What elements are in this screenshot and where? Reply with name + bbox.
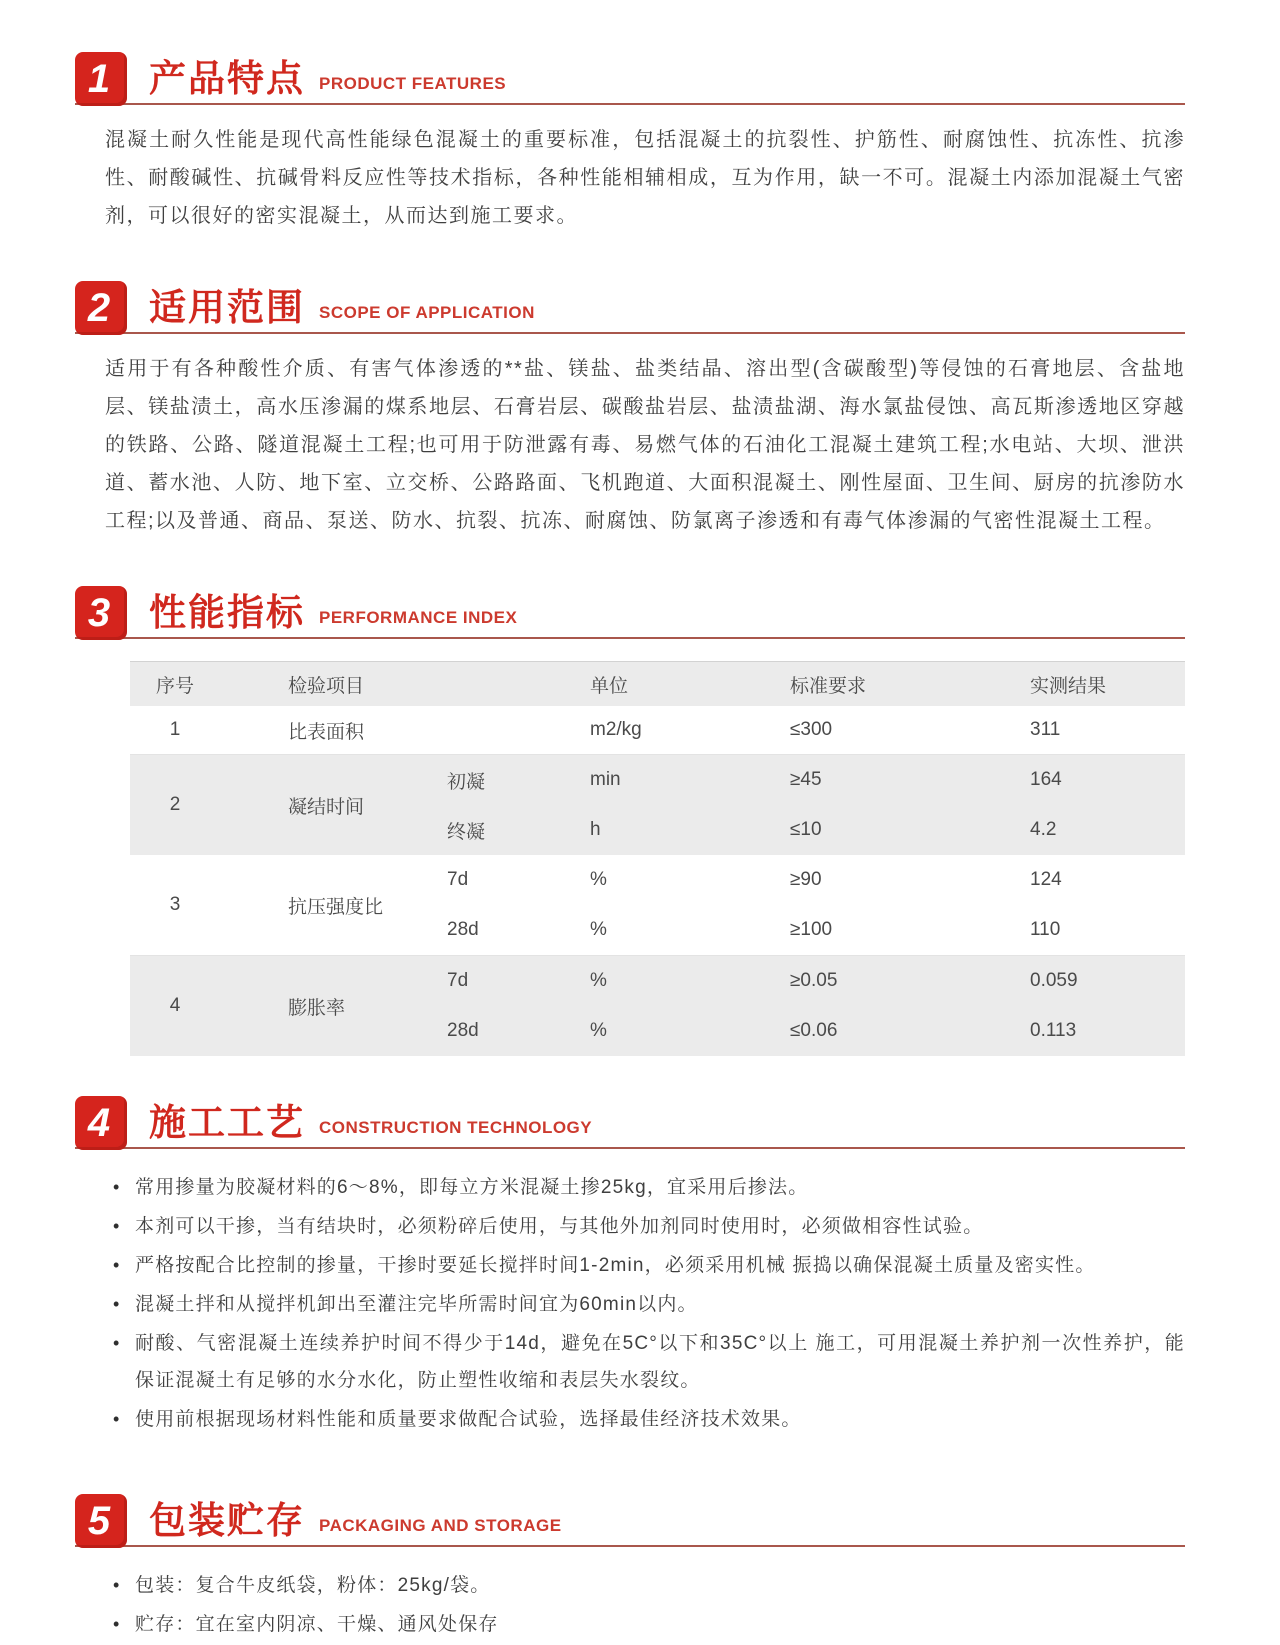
section-title: 适用范围 [149,287,305,328]
cell-result: 110 [1030,919,1061,940]
section-number-badge [75,1494,127,1548]
bullet-dot: • [113,1255,121,1275]
cell-result: 4.2 [1030,819,1057,840]
bullet-dot: • [113,1333,121,1353]
section-performance-index [75,586,1185,1056]
cell-no: 2 [169,794,181,815]
section-number-badge [75,281,127,335]
subrow [435,755,1185,805]
section-title: 施工工艺 [149,1102,305,1143]
subrow [435,855,1185,905]
cell-sub-item: 初凝 [447,771,486,793]
table-body [130,706,1185,1056]
cell-requirement: ≥0.05 [790,970,838,991]
subrows [435,855,1185,955]
section-packaging-and-storage [75,1494,1185,1643]
bullet-text: 耐酸、气密混凝土连续养护时间不得少于14d，避免在5C°以下和35C°以上 施工，可用混凝土养护剂一次性养护，能保证混凝土有足够的水分水化，防止塑性收缩和表层失水裂纹。 [135,1333,1185,1391]
table-row [130,755,1185,855]
table-row [130,706,1185,755]
section-number: 5 [87,1499,111,1543]
section-subtitle: PERFORMANCE INDEX [319,608,518,627]
subrow [435,805,1185,855]
cell-requirement: ≤10 [790,819,822,840]
section-number-badge [75,1096,127,1150]
header-cell-requirement: 标准要求 [790,675,867,697]
section-title: 性能指标 [149,592,305,633]
bullet-dot: • [113,1614,121,1634]
section-subtitle: PACKAGING AND STORAGE [319,1516,562,1535]
bullet-item [113,1567,1185,1604]
bullet-dot: • [113,1409,121,1429]
table-row [130,956,1185,1056]
bullet-item [113,1325,1185,1399]
section-number: 4 [87,1101,111,1145]
cell-result: 124 [1030,869,1062,890]
cell-unit: % [590,869,607,890]
bullet-text: 本剂可以干掺，当有结块时，必须粉碎后使用，与其他外加剂同时使用时，必须做相容性试验。 [135,1216,984,1237]
cell-no: 3 [169,894,181,915]
bullet-text: 贮存：宜在室内阴凉、干燥、通风处保存 [135,1614,499,1635]
cell-requirement: ≤300 [790,719,833,740]
cell-requirement: ≥100 [790,919,833,940]
bullet-list [113,1169,1185,1438]
subrow [435,706,1185,754]
bullet-item [113,1286,1185,1323]
section-header [75,1096,1185,1149]
table-row [130,855,1185,956]
performance-table [130,661,1185,1056]
bullet-text: 严格按配合比控制的掺量，干掺时要延长搅拌时间1-2min，必须采用机械 振捣以确保混凝土质量及密实性。 [135,1255,1096,1276]
header-cell-no: 序号 [155,675,194,697]
header-cell-item: 检验项目 [288,675,365,697]
bullet-item [113,1606,1185,1643]
section-title: 包装贮存 [149,1500,305,1541]
bullet-list [113,1567,1185,1643]
bullet-text: 混凝土拌和从搅拌机卸出至灌注完毕所需时间宜为60min以内。 [135,1294,698,1315]
cell-requirement: ≥45 [790,769,822,790]
cell-item: 膨胀率 [288,997,346,1019]
section-product-features [75,52,1185,235]
section-construction-technology [75,1096,1185,1438]
cell-sub-item: 7d [447,869,469,890]
cell-requirement: ≥90 [790,869,822,890]
bullet-text: 常用掺量为胶凝材料的6～8%，即每立方米混凝土掺25kg，宜采用后掺法。 [135,1177,809,1198]
header-cell-unit: 单位 [590,675,629,697]
subrows [435,755,1185,855]
bullet-dot: • [113,1216,121,1236]
subrows [435,956,1185,1056]
section-number: 3 [87,591,111,635]
cell-unit: h [590,819,601,840]
cell-sub-item: 28d [447,919,479,940]
section-number-badge [75,586,127,640]
bullet-item [113,1247,1185,1284]
section-subtitle: SCOPE OF APPLICATION [319,303,535,322]
cell-unit: min [590,769,621,790]
bullet-item [113,1208,1185,1245]
header-cell-result: 实测结果 [1030,675,1107,697]
bullet-dot: • [113,1575,121,1595]
cell-sub-item: 7d [447,970,469,991]
bullet-dot: • [113,1294,121,1314]
bullet-text: 使用前根据现场材料性能和质量要求做配合试验，选择最佳经济技术效果。 [135,1409,802,1430]
section-paragraph: 适用于有各种酸性介质、有害气体渗透的**盐、镁盐、盐类结晶、溶出型(含碳酸型)等侵蚀的石膏地层、含盐地层、镁盐渍土，高水压渗漏的煤系地层、石膏岩层、碳酸盐岩层、盐渍盐湖、海水氯盐侵蚀、高瓦斯渗透地区穿越的铁路、公路、隧道混凝土工程;也可用于防泄露有毒、易燃气体的石油化工混凝土建筑工程;水电站、大坝、泄洪道、蓄水池、人防、地下室、立交桥、公路路面、飞机跑道、大面积混凝土、刚性屋面、卫生间、厨房的抗渗防水工程;以及普通、商品、泵送、防水、抗裂、抗冻、耐腐蚀、防氯离子渗透和有毒气体渗漏的气密性混凝土工程。 [105,358,1185,532]
product-datasheet-page [75,0,1185,1643]
section-number: 2 [87,286,111,330]
section-header [75,281,1185,334]
cell-sub-item: 28d [447,1020,479,1041]
cell-result: 0.059 [1030,970,1078,991]
bullet-item [113,1169,1185,1206]
section-number-badge [75,52,127,106]
cell-result: 0.113 [1030,1020,1077,1041]
section-paragraph: 混凝土耐久性能是现代高性能绿色混凝土的重要标准，包括混凝土的抗裂性、护筋性、耐腐蚀性、抗冻性、抗渗性、耐酸碱性、抗碱骨料反应性等技术指标，各种性能相辅相成，互为作用，缺一不可。混凝土内添加混凝土气密剂，可以很好的密实混凝土，从而达到施工要求。 [105,129,1185,227]
subrow [435,956,1185,1006]
table-header-row [130,662,1185,706]
cell-item: 比表面积 [288,721,365,743]
cell-unit: m2/kg [590,719,642,740]
cell-no: 1 [169,719,181,740]
cell-item: 凝结时间 [288,796,365,818]
cell-result: 311 [1030,719,1061,740]
section-scope-of-application [75,281,1185,540]
subrows [435,706,1185,754]
section-header [75,586,1185,639]
section-subtitle: CONSTRUCTION TECHNOLOGY [319,1118,593,1137]
cell-requirement: ≤0.06 [790,1020,838,1041]
cell-no: 4 [169,995,181,1016]
cell-item: 抗压强度比 [288,896,384,918]
cell-unit: % [590,1020,607,1041]
section-number: 1 [87,57,111,101]
section-header [75,1494,1185,1547]
cell-sub-item: 终凝 [447,821,486,843]
subrow [435,1006,1185,1056]
cell-unit: % [590,970,607,991]
section-subtitle: PRODUCT FEATURES [319,74,507,93]
cell-result: 164 [1030,769,1062,790]
bullet-text: 包装：复合牛皮纸袋，粉体：25kg/袋。 [135,1575,491,1596]
bullet-item [113,1401,1185,1438]
subrow [435,905,1185,955]
section-title: 产品特点 [149,58,305,99]
section-header [75,52,1185,105]
cell-unit: % [590,919,607,940]
bullet-dot: • [113,1177,121,1197]
